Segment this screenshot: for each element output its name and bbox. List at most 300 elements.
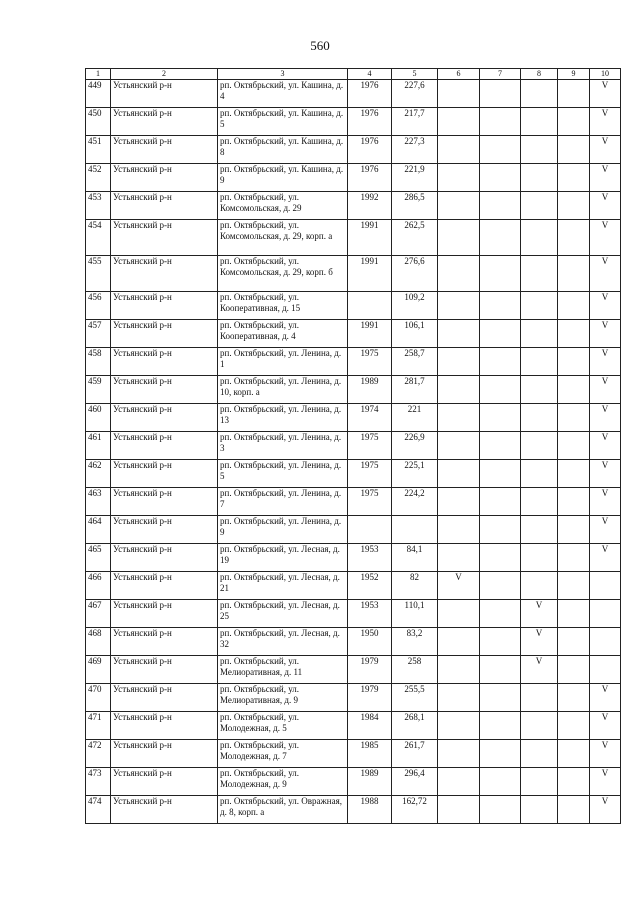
year-cell: 1992 bbox=[348, 192, 392, 220]
col6-cell bbox=[438, 684, 480, 712]
col7-cell bbox=[480, 796, 521, 824]
year-cell: 1984 bbox=[348, 712, 392, 740]
area-cell: 296,4 bbox=[392, 768, 438, 796]
col6-cell bbox=[438, 544, 480, 572]
address-cell: рп. Октябрьский, ул. Кооперативная, д. 4 bbox=[218, 320, 348, 348]
col8-cell bbox=[521, 544, 558, 572]
header-cell: 2 bbox=[111, 69, 218, 80]
address-cell: рп. Октябрьский, ул. Лесная, д. 21 bbox=[218, 572, 348, 600]
col10-cell bbox=[590, 628, 621, 656]
address-cell: рп. Октябрьский, ул. Овражная, д. 8, корп. а bbox=[218, 796, 348, 824]
row-number-cell: 455 bbox=[86, 256, 111, 292]
col7-cell bbox=[480, 404, 521, 432]
col6-cell bbox=[438, 656, 480, 684]
col7-cell bbox=[480, 544, 521, 572]
col7-cell bbox=[480, 348, 521, 376]
col6-cell bbox=[438, 292, 480, 320]
col6-cell bbox=[438, 768, 480, 796]
col6-cell bbox=[438, 740, 480, 768]
col6-cell bbox=[438, 348, 480, 376]
col7-cell bbox=[480, 192, 521, 220]
address-cell: рп. Октябрьский, ул. Ленина, д. 3 bbox=[218, 432, 348, 460]
col8-cell bbox=[521, 376, 558, 404]
area-cell: 224,2 bbox=[392, 488, 438, 516]
col9-cell bbox=[558, 460, 590, 488]
page-number: 560 bbox=[310, 38, 330, 53]
district-cell: Устьянский р-н bbox=[111, 432, 218, 460]
col10-cell: V bbox=[590, 712, 621, 740]
col7-cell bbox=[480, 292, 521, 320]
col8-cell: V bbox=[521, 600, 558, 628]
col7-cell bbox=[480, 80, 521, 108]
district-cell: Устьянский р-н bbox=[111, 404, 218, 432]
header-cell: 5 bbox=[392, 69, 438, 80]
area-cell: 227,6 bbox=[392, 80, 438, 108]
row-number-cell: 464 bbox=[86, 516, 111, 544]
col10-cell: V bbox=[590, 348, 621, 376]
district-cell: Устьянский р-н bbox=[111, 80, 218, 108]
col10-cell: V bbox=[590, 404, 621, 432]
col10-cell: V bbox=[590, 108, 621, 136]
col10-cell: V bbox=[590, 220, 621, 256]
table-row bbox=[86, 656, 621, 684]
col7-cell bbox=[480, 600, 521, 628]
col9-cell bbox=[558, 348, 590, 376]
col8-cell bbox=[521, 768, 558, 796]
col9-cell bbox=[558, 712, 590, 740]
year-cell: 1976 bbox=[348, 108, 392, 136]
area-cell: 110,1 bbox=[392, 600, 438, 628]
row-number-cell: 449 bbox=[86, 80, 111, 108]
area-cell: 281,7 bbox=[392, 376, 438, 404]
table-row bbox=[86, 740, 621, 768]
address-cell: рп. Октябрьский, ул. Кашина, д. 9 bbox=[218, 164, 348, 192]
col7-cell bbox=[480, 628, 521, 656]
year-cell: 1989 bbox=[348, 376, 392, 404]
col9-cell bbox=[558, 404, 590, 432]
col6-cell bbox=[438, 376, 480, 404]
col8-cell bbox=[521, 220, 558, 256]
col10-cell: V bbox=[590, 544, 621, 572]
address-cell: рп. Октябрьский, ул. Ленина, д. 10, корп. а bbox=[218, 376, 348, 404]
district-cell: Устьянский р-н bbox=[111, 572, 218, 600]
district-cell: Устьянский р-н bbox=[111, 108, 218, 136]
col8-cell bbox=[521, 108, 558, 136]
address-cell: рп. Октябрьский, ул. Кашина, д. 5 bbox=[218, 108, 348, 136]
col6-cell bbox=[438, 192, 480, 220]
row-number-cell: 468 bbox=[86, 628, 111, 656]
address-cell: рп. Октябрьский, ул. Комсомольская, д. 29, корп. а bbox=[218, 220, 348, 256]
col9-cell bbox=[558, 432, 590, 460]
col8-cell bbox=[521, 432, 558, 460]
row-number-cell: 457 bbox=[86, 320, 111, 348]
col7-cell bbox=[480, 684, 521, 712]
row-number-cell: 472 bbox=[86, 740, 111, 768]
col6-cell bbox=[438, 404, 480, 432]
col6-cell bbox=[438, 136, 480, 164]
district-cell: Устьянский р-н bbox=[111, 256, 218, 292]
col8-cell: V bbox=[521, 628, 558, 656]
district-cell: Устьянский р-н bbox=[111, 516, 218, 544]
row-number-cell: 471 bbox=[86, 712, 111, 740]
year-cell: 1975 bbox=[348, 460, 392, 488]
col6-cell bbox=[438, 628, 480, 656]
col6-cell bbox=[438, 256, 480, 292]
col7-cell bbox=[480, 432, 521, 460]
col8-cell bbox=[521, 712, 558, 740]
col9-cell bbox=[558, 600, 590, 628]
col9-cell bbox=[558, 740, 590, 768]
col10-cell: V bbox=[590, 192, 621, 220]
row-number-cell: 460 bbox=[86, 404, 111, 432]
address-cell: рп. Октябрьский, ул. Кооперативная, д. 15 bbox=[218, 292, 348, 320]
col10-cell: V bbox=[590, 164, 621, 192]
district-cell: Устьянский р-н bbox=[111, 292, 218, 320]
address-cell: рп. Октябрьский, ул. Ленина, д. 5 bbox=[218, 460, 348, 488]
table-header bbox=[86, 69, 621, 80]
table-row bbox=[86, 796, 621, 824]
table-row bbox=[86, 600, 621, 628]
address-cell: рп. Октябрьский, ул. Мелиоративная, д. 11 bbox=[218, 656, 348, 684]
year-cell: 1953 bbox=[348, 544, 392, 572]
row-number-cell: 463 bbox=[86, 488, 111, 516]
header-cell: 9 bbox=[558, 69, 590, 80]
row-number-cell: 466 bbox=[86, 572, 111, 600]
row-number-cell: 474 bbox=[86, 796, 111, 824]
district-cell: Устьянский р-н bbox=[111, 628, 218, 656]
col10-cell: V bbox=[590, 768, 621, 796]
address-cell: рп. Октябрьский, ул. Молодежная, д. 7 bbox=[218, 740, 348, 768]
table-row bbox=[86, 432, 621, 460]
district-cell: Устьянский р-н bbox=[111, 320, 218, 348]
district-cell: Устьянский р-н bbox=[111, 192, 218, 220]
table-body bbox=[86, 80, 621, 824]
col7-cell bbox=[480, 108, 521, 136]
col6-cell bbox=[438, 516, 480, 544]
table-row bbox=[86, 628, 621, 656]
col7-cell bbox=[480, 656, 521, 684]
col9-cell bbox=[558, 572, 590, 600]
col8-cell bbox=[521, 292, 558, 320]
year-cell: 1989 bbox=[348, 768, 392, 796]
col9-cell bbox=[558, 488, 590, 516]
col7-cell bbox=[480, 320, 521, 348]
col7-cell bbox=[480, 220, 521, 256]
row-number-cell: 459 bbox=[86, 376, 111, 404]
col10-cell: V bbox=[590, 460, 621, 488]
area-cell: 258,7 bbox=[392, 348, 438, 376]
col7-cell bbox=[480, 136, 521, 164]
table-row bbox=[86, 404, 621, 432]
district-cell: Устьянский р-н bbox=[111, 136, 218, 164]
year-cell: 1976 bbox=[348, 136, 392, 164]
registry-table bbox=[85, 68, 621, 824]
year-cell: 1976 bbox=[348, 164, 392, 192]
col6-cell bbox=[438, 712, 480, 740]
col9-cell bbox=[558, 516, 590, 544]
col9-cell bbox=[558, 164, 590, 192]
header-cell: 1 bbox=[86, 69, 111, 80]
col9-cell bbox=[558, 292, 590, 320]
col7-cell bbox=[480, 460, 521, 488]
col8-cell bbox=[521, 320, 558, 348]
year-cell bbox=[348, 516, 392, 544]
col10-cell: V bbox=[590, 136, 621, 164]
area-cell: 255,5 bbox=[392, 684, 438, 712]
area-cell: 261,7 bbox=[392, 740, 438, 768]
col9-cell bbox=[558, 80, 590, 108]
row-number-cell: 451 bbox=[86, 136, 111, 164]
address-cell: рп. Октябрьский, ул. Ленина, д. 9 bbox=[218, 516, 348, 544]
col8-cell bbox=[521, 348, 558, 376]
table-row bbox=[86, 572, 621, 600]
col10-cell: V bbox=[590, 740, 621, 768]
table-row bbox=[86, 684, 621, 712]
table-row bbox=[86, 376, 621, 404]
col9-cell bbox=[558, 684, 590, 712]
area-cell: 225,1 bbox=[392, 460, 438, 488]
col6-cell bbox=[438, 488, 480, 516]
col8-cell bbox=[521, 796, 558, 824]
row-number-cell: 450 bbox=[86, 108, 111, 136]
col10-cell: V bbox=[590, 256, 621, 292]
area-cell: 106,1 bbox=[392, 320, 438, 348]
col8-cell bbox=[521, 192, 558, 220]
col8-cell bbox=[521, 164, 558, 192]
col9-cell bbox=[558, 256, 590, 292]
col10-cell bbox=[590, 656, 621, 684]
row-number-cell: 454 bbox=[86, 220, 111, 256]
area-cell: 109,2 bbox=[392, 292, 438, 320]
area-cell: 162,72 bbox=[392, 796, 438, 824]
year-cell: 1991 bbox=[348, 320, 392, 348]
district-cell: Устьянский р-н bbox=[111, 164, 218, 192]
col8-cell bbox=[521, 516, 558, 544]
col10-cell: V bbox=[590, 80, 621, 108]
area-cell: 268,1 bbox=[392, 712, 438, 740]
col6-cell: V bbox=[438, 572, 480, 600]
col6-cell bbox=[438, 432, 480, 460]
table-row bbox=[86, 136, 621, 164]
year-cell: 1953 bbox=[348, 600, 392, 628]
year-cell: 1988 bbox=[348, 796, 392, 824]
col7-cell bbox=[480, 164, 521, 192]
table-row bbox=[86, 256, 621, 292]
area-cell: 226,9 bbox=[392, 432, 438, 460]
col8-cell bbox=[521, 740, 558, 768]
year-cell: 1975 bbox=[348, 432, 392, 460]
area-cell: 84,1 bbox=[392, 544, 438, 572]
address-cell: рп. Октябрьский, ул. Комсомольская, д. 29, корп. б bbox=[218, 256, 348, 292]
district-cell: Устьянский р-н bbox=[111, 712, 218, 740]
row-number-cell: 467 bbox=[86, 600, 111, 628]
district-cell: Устьянский р-н bbox=[111, 656, 218, 684]
district-cell: Устьянский р-н bbox=[111, 600, 218, 628]
year-cell: 1975 bbox=[348, 348, 392, 376]
col9-cell bbox=[558, 192, 590, 220]
year-cell: 1979 bbox=[348, 684, 392, 712]
col9-cell bbox=[558, 796, 590, 824]
table-row bbox=[86, 488, 621, 516]
year-cell: 1979 bbox=[348, 656, 392, 684]
address-cell: рп. Октябрьский, ул. Кашина, д. 4 bbox=[218, 80, 348, 108]
address-cell: рп. Октябрьский, ул. Ленина, д. 7 bbox=[218, 488, 348, 516]
address-cell: рп. Октябрьский, ул. Кашина, д. 8 bbox=[218, 136, 348, 164]
address-cell: рп. Октябрьский, ул. Лесная, д. 32 bbox=[218, 628, 348, 656]
row-number-cell: 470 bbox=[86, 684, 111, 712]
table-row bbox=[86, 460, 621, 488]
col10-cell: V bbox=[590, 516, 621, 544]
row-number-cell: 473 bbox=[86, 768, 111, 796]
district-cell: Устьянский р-н bbox=[111, 740, 218, 768]
col8-cell bbox=[521, 488, 558, 516]
header-cell: 3 bbox=[218, 69, 348, 80]
col7-cell bbox=[480, 256, 521, 292]
col10-cell bbox=[590, 572, 621, 600]
row-number-cell: 465 bbox=[86, 544, 111, 572]
col9-cell bbox=[558, 376, 590, 404]
year-cell: 1991 bbox=[348, 220, 392, 256]
district-cell: Устьянский р-н bbox=[111, 348, 218, 376]
area-cell: 221 bbox=[392, 404, 438, 432]
col6-cell bbox=[438, 796, 480, 824]
col7-cell bbox=[480, 488, 521, 516]
col10-cell: V bbox=[590, 376, 621, 404]
col8-cell bbox=[521, 80, 558, 108]
year-cell: 1985 bbox=[348, 740, 392, 768]
col10-cell: V bbox=[590, 432, 621, 460]
area-cell: 83,2 bbox=[392, 628, 438, 656]
col7-cell bbox=[480, 516, 521, 544]
col8-cell bbox=[521, 404, 558, 432]
col7-cell bbox=[480, 740, 521, 768]
address-cell: рп. Октябрьский, ул. Молодежная, д. 5 bbox=[218, 712, 348, 740]
area-cell: 221,9 bbox=[392, 164, 438, 192]
year-cell: 1975 bbox=[348, 488, 392, 516]
table-row bbox=[86, 768, 621, 796]
col9-cell bbox=[558, 628, 590, 656]
col8-cell bbox=[521, 256, 558, 292]
header-cell: 7 bbox=[480, 69, 521, 80]
table-row bbox=[86, 544, 621, 572]
col6-cell bbox=[438, 220, 480, 256]
address-cell: рп. Октябрьский, ул. Лесная, д. 25 bbox=[218, 600, 348, 628]
table-row bbox=[86, 164, 621, 192]
header-row bbox=[86, 69, 621, 80]
district-cell: Устьянский р-н bbox=[111, 376, 218, 404]
col7-cell bbox=[480, 712, 521, 740]
area-cell: 217,7 bbox=[392, 108, 438, 136]
col9-cell bbox=[558, 136, 590, 164]
district-cell: Устьянский р-н bbox=[111, 796, 218, 824]
col9-cell bbox=[558, 320, 590, 348]
table-row bbox=[86, 108, 621, 136]
address-cell: рп. Октябрьский, ул. Мелиоративная, д. 9 bbox=[218, 684, 348, 712]
district-cell: Устьянский р-н bbox=[111, 768, 218, 796]
col6-cell bbox=[438, 460, 480, 488]
col10-cell: V bbox=[590, 796, 621, 824]
col9-cell bbox=[558, 656, 590, 684]
table-row bbox=[86, 192, 621, 220]
col7-cell bbox=[480, 376, 521, 404]
year-cell: 1974 bbox=[348, 404, 392, 432]
area-cell: 82 bbox=[392, 572, 438, 600]
year-cell: 1950 bbox=[348, 628, 392, 656]
row-number-cell: 461 bbox=[86, 432, 111, 460]
area-cell: 262,5 bbox=[392, 220, 438, 256]
col10-cell: V bbox=[590, 488, 621, 516]
address-cell: рп. Октябрьский, ул. Ленина, д. 1 bbox=[218, 348, 348, 376]
table-row bbox=[86, 348, 621, 376]
col10-cell bbox=[590, 600, 621, 628]
district-cell: Устьянский р-н bbox=[111, 488, 218, 516]
row-number-cell: 456 bbox=[86, 292, 111, 320]
table-row bbox=[86, 320, 621, 348]
col7-cell bbox=[480, 768, 521, 796]
col8-cell: V bbox=[521, 656, 558, 684]
col9-cell bbox=[558, 108, 590, 136]
district-cell: Устьянский р-н bbox=[111, 544, 218, 572]
area-cell: 227,3 bbox=[392, 136, 438, 164]
header-cell: 10 bbox=[590, 69, 621, 80]
col6-cell bbox=[438, 80, 480, 108]
table-row bbox=[86, 220, 621, 256]
col10-cell: V bbox=[590, 292, 621, 320]
row-number-cell: 453 bbox=[86, 192, 111, 220]
header-cell: 8 bbox=[521, 69, 558, 80]
col6-cell bbox=[438, 108, 480, 136]
row-number-cell: 462 bbox=[86, 460, 111, 488]
col8-cell bbox=[521, 684, 558, 712]
address-cell: рп. Октябрьский, ул. Комсомольская, д. 29 bbox=[218, 192, 348, 220]
col6-cell bbox=[438, 600, 480, 628]
district-cell: Устьянский р-н bbox=[111, 684, 218, 712]
table-row bbox=[86, 712, 621, 740]
area-cell bbox=[392, 516, 438, 544]
header-cell: 6 bbox=[438, 69, 480, 80]
address-cell: рп. Октябрьский, ул. Молодежная, д. 9 bbox=[218, 768, 348, 796]
address-cell: рп. Октябрьский, ул. Ленина, д. 13 bbox=[218, 404, 348, 432]
year-cell: 1991 bbox=[348, 256, 392, 292]
col9-cell bbox=[558, 220, 590, 256]
area-cell: 286,5 bbox=[392, 192, 438, 220]
col7-cell bbox=[480, 572, 521, 600]
year-cell bbox=[348, 292, 392, 320]
table-row bbox=[86, 292, 621, 320]
table-row bbox=[86, 80, 621, 108]
row-number-cell: 469 bbox=[86, 656, 111, 684]
area-cell: 276,6 bbox=[392, 256, 438, 292]
year-cell: 1976 bbox=[348, 80, 392, 108]
address-cell: рп. Октябрьский, ул. Лесная, д. 19 bbox=[218, 544, 348, 572]
header-cell: 4 bbox=[348, 69, 392, 80]
col10-cell: V bbox=[590, 320, 621, 348]
col8-cell bbox=[521, 460, 558, 488]
col9-cell bbox=[558, 544, 590, 572]
district-cell: Устьянский р-н bbox=[111, 220, 218, 256]
row-number-cell: 458 bbox=[86, 348, 111, 376]
district-cell: Устьянский р-н bbox=[111, 460, 218, 488]
col8-cell bbox=[521, 572, 558, 600]
col9-cell bbox=[558, 768, 590, 796]
year-cell: 1952 bbox=[348, 572, 392, 600]
col8-cell bbox=[521, 136, 558, 164]
area-cell: 258 bbox=[392, 656, 438, 684]
col6-cell bbox=[438, 320, 480, 348]
col10-cell: V bbox=[590, 684, 621, 712]
row-number-cell: 452 bbox=[86, 164, 111, 192]
col6-cell bbox=[438, 164, 480, 192]
